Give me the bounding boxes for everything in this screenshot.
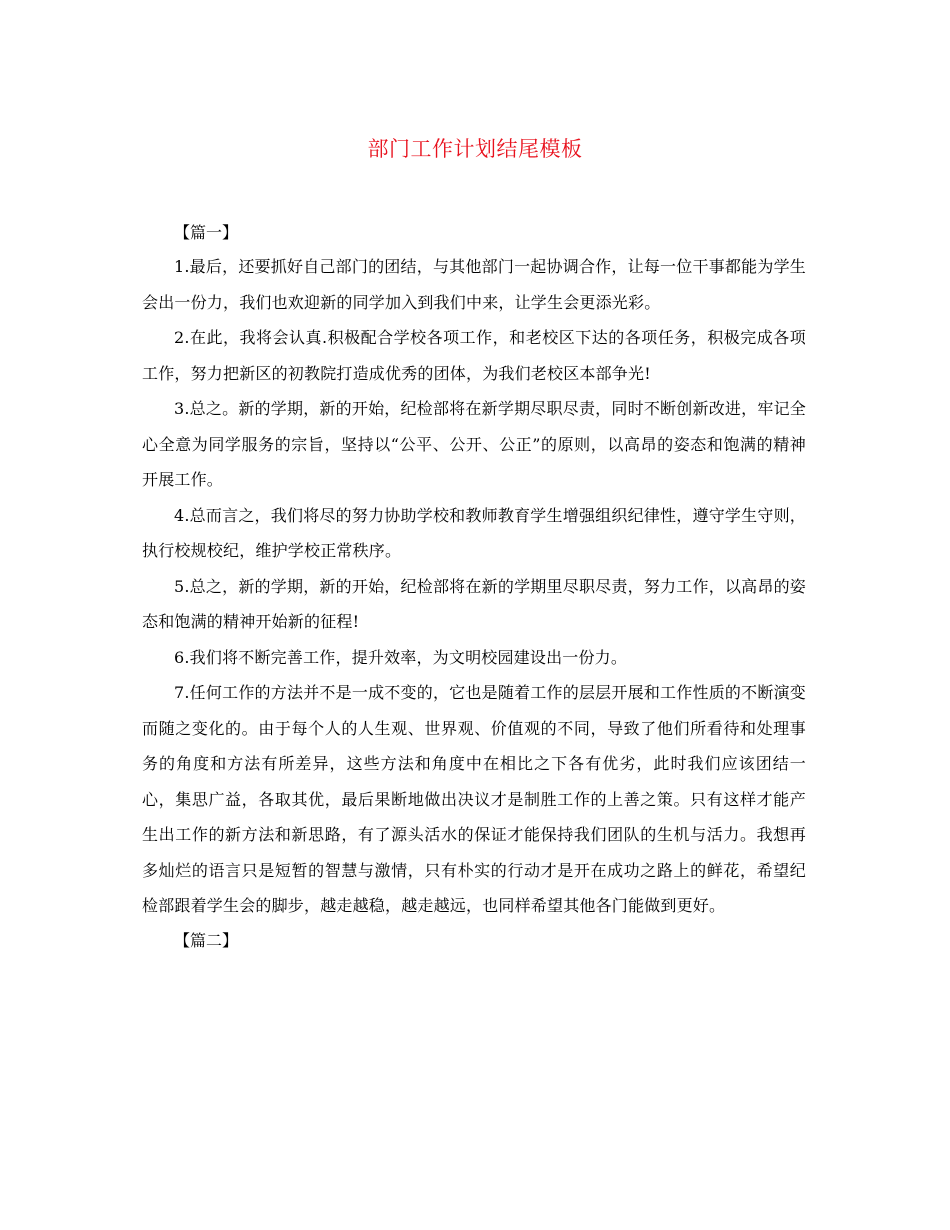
paragraph-5: 5.总之，新的学期，新的开始，纪检部将在新的学期里尽职尽责，努力工作，以高昂的姿态和饱满的精神开始新的征程! [142,576,806,631]
paragraph-7: 7.任何工作的方法并不是一成不变的，它也是随着工作的层层开展和工作性质的不断演变而随之变化的。由于每个人的人生观、世界观、价值观的不同，导致了他们所看待和处理事务的角度和方法有所差异，这些方法和角度中在相比之下各有优劣，此时我们应该团结一心，集思广益，各取其优，最后果断地做出决议才是制胜工作的上善之策。只有这样才能产生出工作的新方法和新思路，有了源头活水的保证才能保持我们团队的生机与活力。我想再多灿烂的语言只是短暂的智慧与激情，只有朴实的行动才是开在成功之路上的鲜花，希望纪检部跟着学生会的脚步，越走越稳，越走越远，也同样希望其他各门能做到更好。 [142,683,806,915]
paragraph-6: 6.我们将不断完善工作，提升效率，为文明校园建设出一份力。 [174,647,628,667]
paragraph-1: 1.最后，还要抓好自己部门的团结，与其他部门一起协调合作，让每一位干事都能为学生会出一份力，我们也欢迎新的同学加入到我们中来，让学生会更添光彩。 [142,257,806,312]
paragraph-2: 2.在此，我将会认真.积极配合学校各项工作，和老校区下达的各项任务，积极完成各项工作，努力把新区的初教院打造成优秀的团体，为我们老校区本部争光! [142,328,806,383]
document-body [142,216,806,957]
section-heading-2: 【篇二】 [174,930,239,950]
paragraph-4: 4.总而言之，我们将尽的努力协助学校和教师教育学生增强组织纪律性，遵守学生守则，执行校规校纪，维护学校正常秩序。 [142,505,806,560]
document-title: 部门工作计划结尾模板 [367,137,583,161]
section-heading-1: 【篇一】 [174,223,239,242]
paragraph-3: 3.总之。新的学期，新的开始，纪检部将在新学期尽职尽责，同时不断创新改进，牢记全心全意为同学服务的宗旨，坚持以“公平、公开、公正”的原则，以高昂的姿态和饱满的精神开展工作。 [142,399,806,489]
